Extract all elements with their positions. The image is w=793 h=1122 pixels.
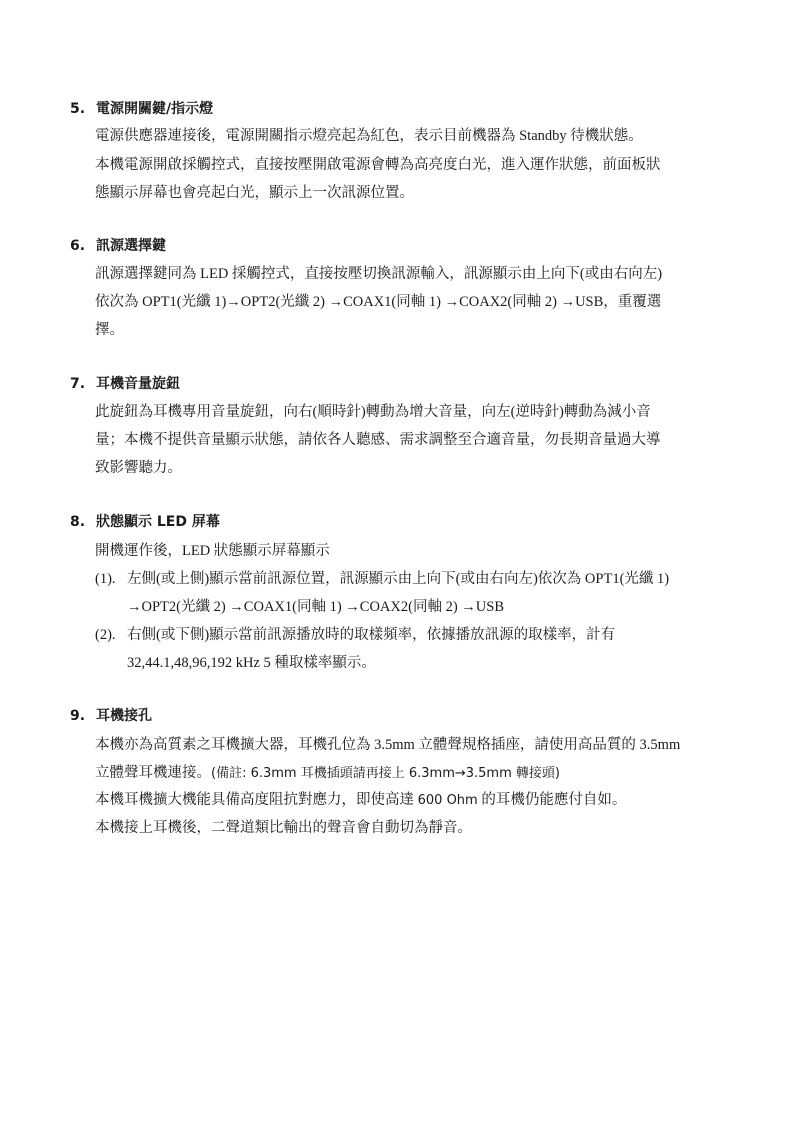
paragraph-line: 此旋鈕為耳機專用音量旋鈕，向右(順時針)轉動為增大音量，向左(逆時針)轉動為減小音: [95, 404, 651, 420]
impedance-value: 600 Ohm: [417, 793, 478, 808]
section-title: 耳機音量旋鈕: [96, 376, 180, 392]
list-item-text: 32,44.1,48,96,192 kHz 5 種取樣率顯示。: [127, 655, 376, 671]
paragraph-line: 開機運作後，LED 狀態顯示屏幕顯示: [95, 543, 330, 559]
paragraph-line: 本機亦為高質素之耳機擴大器，耳機孔位為 3.5mm 立體聲規格插座，請使用高品質的 3.5mm: [95, 737, 681, 753]
section-title: 耳機接孔: [96, 708, 152, 724]
section-heading: [70, 97, 213, 121]
list-item-marker: (1).: [95, 571, 116, 587]
paragraph-line: 擇。: [95, 322, 124, 338]
paragraph-text: 立體聲耳機連接。: [95, 765, 211, 781]
paragraph-line: 本機接上耳機後，二聲道類比輸出的聲音會自動切為靜音。: [95, 820, 472, 836]
paragraph-text: 的耳機仍能應付自如。: [477, 792, 627, 808]
section-number: 9.: [70, 708, 86, 724]
section-heading: [70, 510, 220, 534]
section-title: 訊源選擇鍵: [96, 238, 166, 254]
section-heading: [70, 234, 166, 258]
section-title: 狀態顯示 LED 屏幕: [96, 514, 220, 530]
paragraph-line: 依次為 OPT1(光纖 1)→OPT2(光纖 2) →COAX1(同軸 1) →COAX2(同軸 2) →USB，重覆選: [95, 294, 662, 310]
paragraph-line: 本機電源開啟採觸控式，直接按壓開啟電源會轉為高亮度白光，進入運作狀態，前面板狀: [95, 157, 661, 173]
list-item-text: 右側(或下側)顯示當前訊源播放時的取樣頻率，依據播放訊源的取樣率，計有: [127, 627, 616, 643]
list-item-marker: (2).: [95, 627, 116, 643]
section-title: 電源開關鍵/指示燈: [96, 101, 214, 117]
paragraph-line: [95, 786, 626, 814]
section-number: 8.: [70, 514, 86, 530]
list-item-text: 左側(或上側)顯示當前訊源位置，訊源顯示由上向下(或由右向左)依次為 OPT1(光纖 1): [127, 571, 670, 587]
paragraph-line: [95, 759, 560, 787]
section-number: 6.: [70, 238, 86, 254]
paragraph-line: 態顯示屏幕也會亮起白光，顯示上一次訊源位置。: [95, 185, 414, 201]
section-heading: [70, 372, 180, 396]
paragraph-line: 致影響聽力。: [95, 460, 182, 476]
paragraph-line: 電源供應器連接後，電源開關指示燈亮起為紅色，表示目前機器為 Standby 待機狀態。: [95, 128, 643, 144]
paragraph-line: 量；本機不提供音量顯示狀態，請依各人聽感、需求調整至合適音量，勿長期音量過大導: [95, 432, 661, 448]
paragraph-line: 訊源選擇鍵同為 LED 採觸控式，直接按壓切換訊源輸入，訊源顯示由上向下(或由右向左): [95, 266, 663, 282]
section-number: 7.: [70, 376, 86, 392]
section-heading: [70, 704, 152, 728]
note-text: (備註: 6.3mm 耳機插頭請再接上 6.3mm→3.5mm 轉接頭): [211, 766, 560, 781]
list-item-text: →OPT2(光纖 2) →COAX1(同軸 1) →COAX2(同軸 2) →USB: [127, 599, 504, 615]
paragraph-text: 本機耳機擴大機能具備高度阻抗對應力，即使高達: [95, 792, 418, 808]
section-number: 5.: [70, 101, 86, 117]
